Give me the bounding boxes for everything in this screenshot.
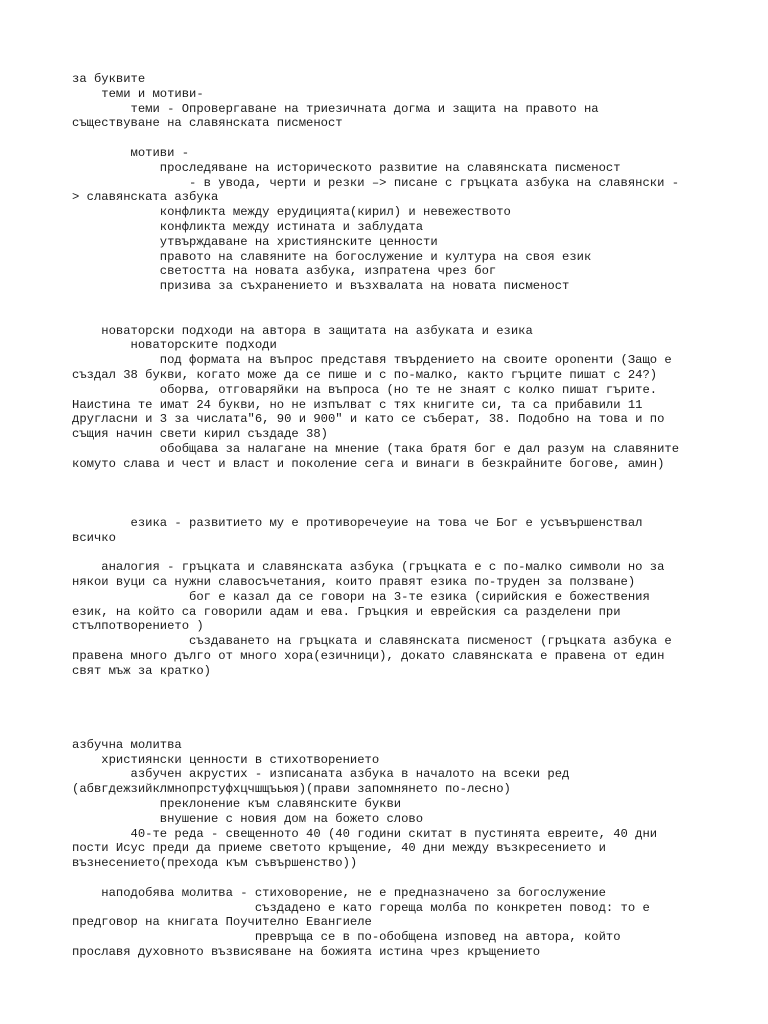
text-line: правото на славяните на богослужение и култура на своя език [72,249,592,264]
text-line: наподобява молитва - стиховорение, не е предназначено за богослужение [72,885,606,900]
text-line: мотиви - [72,145,190,160]
text-line: за буквите [72,72,146,86]
text-line: предговор на книгата Поучително Евангиеле [72,915,372,930]
text-line: всичко [72,530,116,545]
text-line: азбучна молитва [72,737,182,752]
text-line: език, на който са говорили адам и ева. Гръцкия и еврейския са разделени при [72,604,621,619]
text-line: превръща се в по-обобщена изповед на автора, който [72,930,621,945]
text-line: езика - развитието му е противоречеуие на това че Бог е усъвършенствал [72,515,643,530]
text-line: комуто слава и чест и власт и поколение сега и винаги в безкрайните богове, амин) [72,456,665,471]
text-line: проследяване на историческото развитие на славянската писменост [72,160,621,175]
text-line: възнесението(прехода към съвършенство)) [72,856,358,871]
text-line: конфликта между ерудицията(кирил) и невежеството [72,205,511,220]
text-line: внушение с новия дом на божето слово [72,811,424,826]
text-line: призива за съхранението и възхвалата на новата писменост [72,279,570,294]
text-line: същия начин свети кирил създаде 38) [72,427,328,442]
text-line [72,501,702,516]
text-line [72,546,702,561]
text-line: светостта на новата азбука, изпратена чрез бог [72,264,497,279]
text-line: съществуване на славянската писменост [72,116,343,131]
text-line [72,309,702,324]
text-line: създадено е като гореща молба по конкретен повод: то е [72,900,650,915]
text-line [72,679,702,694]
text-line: Наистина те имат 24 букви, но не изпълват с тях книгите си, та са прибавили 11 [72,397,643,412]
text-line: бог е казал да се говори на 3-те езика (сирийския е божествения [72,589,650,604]
text-line: някои вуци са нужни славосъчетания, които правят езика по-труден за ползване) [72,575,636,590]
text-line: (абвгдежзийклмнопрстуфхцчшщъьюя)(прави запомнянето по-лесно) [72,782,511,797]
text-line: > славянската азбука [72,190,219,205]
text-line: - в увода, черти и резки –> писане с гръцката азбука на славянски - [72,175,680,190]
text-line: обобщава за налагане на мнение (така братя бог е дал разум на славяните [72,441,680,456]
text-line: прославя духовното възвисяване на божията истина чрез кръщението [72,945,541,960]
text-line [72,871,702,886]
text-line: новаторски подходи на автора в защитата на азбуката и езика [72,323,533,338]
text-line [72,723,702,738]
document-body [72,72,702,960]
text-line: правена много дълго от много хора(езичници), докато славянската е правена от един [72,649,665,664]
text-line: азбучен акрустих - изписаната азбука в началото на всеки ред [72,767,570,782]
text-line [72,472,702,487]
text-line: теми и мотиви- [72,86,204,101]
text-line [72,131,702,146]
text-line [72,486,702,501]
text-line: конфликта между истината и заблудата [72,219,424,234]
text-line: пости Исус преди да приеме светото кръщение, 40 дни между възкресението и [72,841,606,856]
text-line: под формата на въпрос представя твърдението на своите оponенти (Защо е [72,353,672,368]
text-line: създал 38 букви, когато може да се пише и с по-малко, както гърците пишат с 24?) [72,367,658,382]
text-line: оборва, отговаряйки на въпроса (но те не знаят с колко пишат гърите. [72,382,658,397]
text-line: новаторските подходи [72,338,277,353]
text-line: свят мъж за кратко) [72,663,211,678]
text-line: християнски ценности в стихотворението [72,752,380,767]
text-line: създаването на гръцката и славянската писменост (гръцката азбука е [72,634,672,649]
text-line: другласни и 3 за числата"6, 90 и 900" и като се съберат, 38. Подобно на това и по [72,412,665,427]
text-line: утвърждаване на християнските ценности [72,234,438,249]
text-line: аналогия - гръцката и славянската азбука (гръцката е с по-малко символи но за [72,560,665,575]
text-line: преклонение към славянските букви [72,797,402,812]
text-line [72,708,702,723]
text-line: стълпотворението ) [72,619,204,634]
text-line: 40-те реда - свещенното 40 (40 години скитат в пустинята евреите, 40 дни [72,826,658,841]
text-line: теми - Опровергаване на триезичната догма и защита на правото на [72,101,599,116]
text-line [72,693,702,708]
text-line [72,294,702,309]
